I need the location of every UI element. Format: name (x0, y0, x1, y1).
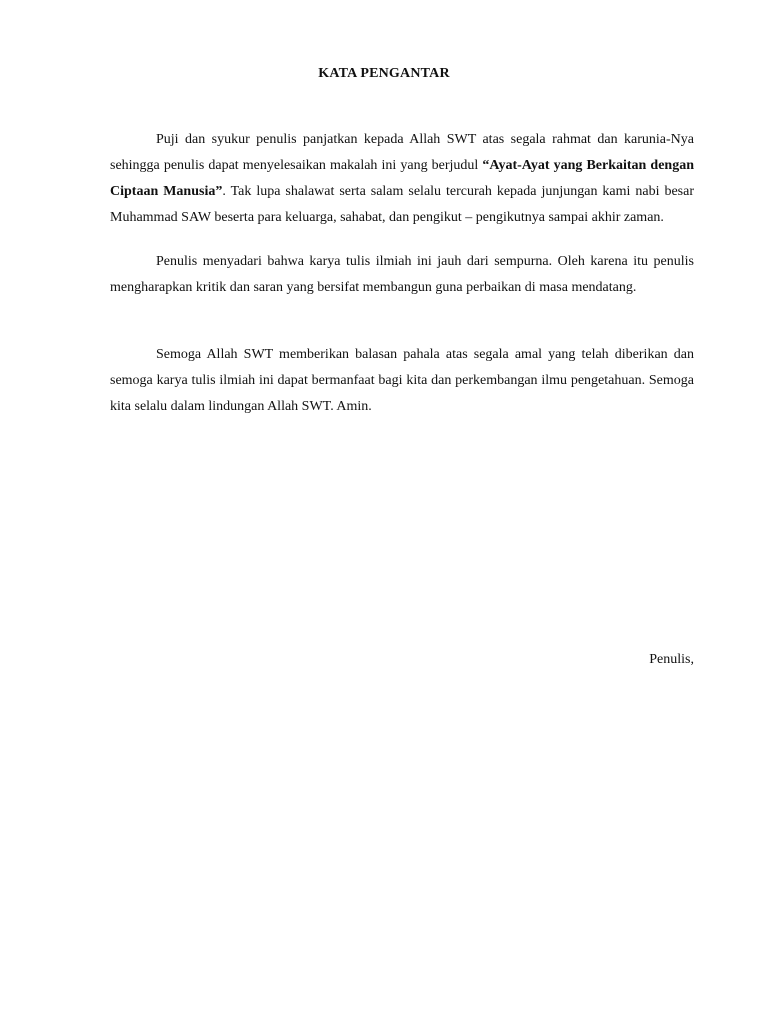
paragraph-intro-bold-title: “Ayat-Ayat yang Berkaitan dengan Ciptaan Manusia” (110, 158, 694, 199)
paragraph-acknowledgement: Penulis menyadari bahwa karya tulis ilmiah ini jauh dari sempurna. Oleh karena itu penulis mengharapkan kritik dan saran yang bersifat membangun guna perbaikan di masa mendatang. (110, 254, 694, 295)
paragraph-intro (110, 127, 694, 231)
signature: Penulis, (649, 652, 694, 667)
paragraph-intro-text-before: Puji dan syukur penulis panjatkan kepada Allah SWT atas segala rahmat dan karunia-Nya sehingga penulis dapat menyelesaikan makalah ini yang berjudul (110, 132, 694, 173)
paragraph-intro-text-after: . Tak lupa shalawat serta salam selalu tercurah kepada junjungan kami nabi besar Muhammad SAW beserta para keluarga, sahabat, dan pengikut – pengikutnya sampai akhir zaman. (110, 184, 695, 225)
page-title: KATA PENGANTAR (318, 66, 450, 81)
paragraph-closing: Semoga Allah SWT memberikan balasan pahala atas segala amal yang telah diberikan dan semoga karya tulis ilmiah ini dapat bermanfaat bagi kita dan perkembangan ilmu pengetahuan. Semoga kita selalu dalam lindungan Allah SWT. Amin. (110, 347, 694, 414)
